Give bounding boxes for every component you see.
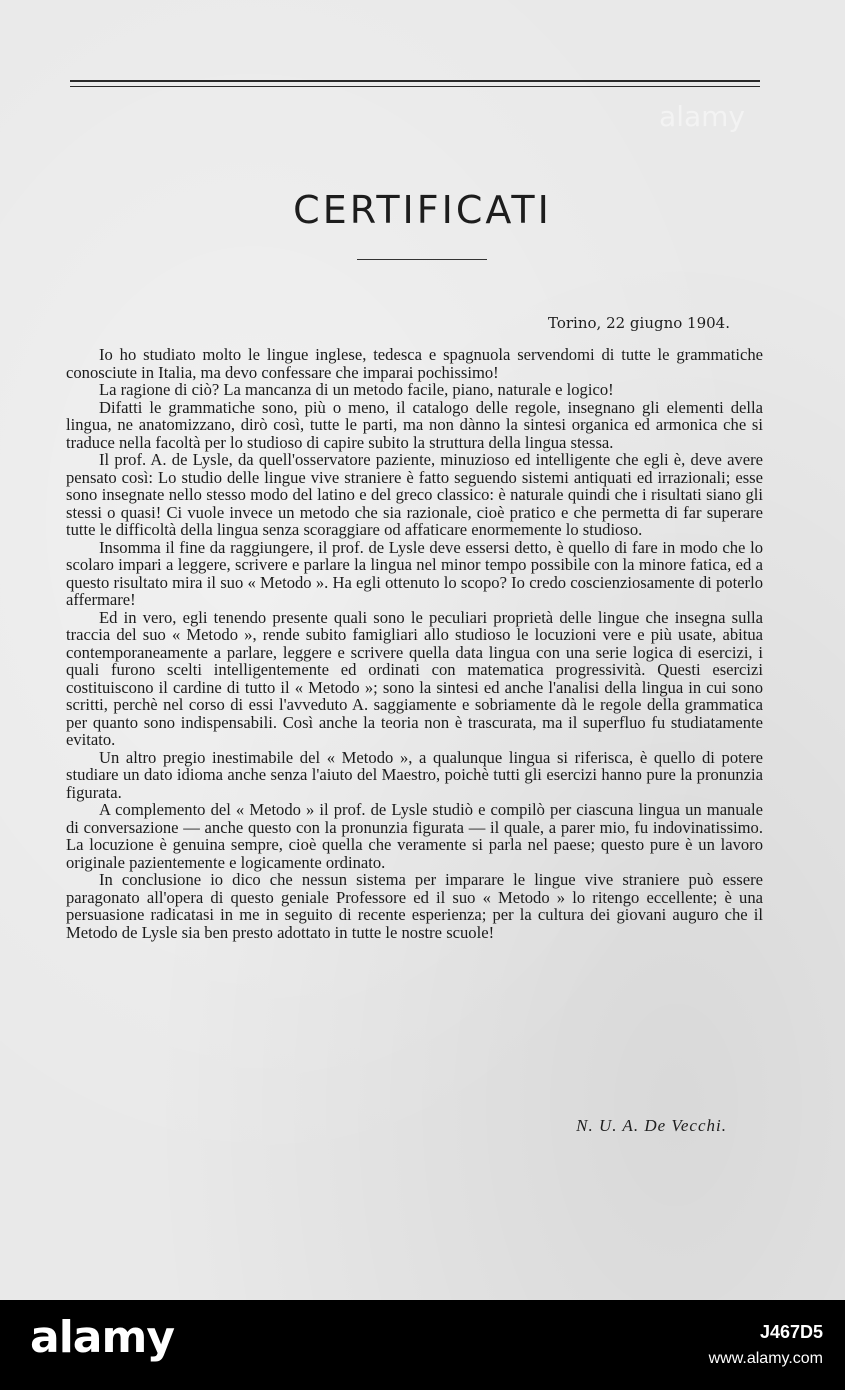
site-url: www.alamy.com	[708, 1350, 823, 1367]
date-line: Torino, 22 giugno 1904.	[548, 314, 730, 332]
paragraph: Un altro pregio inestimabile del « Metodo », a qualunque lingua si riferisca, è quello di potere studiare un dato idioma anche senza l'aiuto del Maestro, poichè tutti gli esercizi hanno pure la pronunzia figurata.	[66, 747, 763, 802]
alamy-logo: alamy	[30, 1312, 174, 1363]
page-title: CERTIFICATI	[293, 188, 552, 232]
paragraph: La ragione di ciò? La mancanza di un metodo facile, piano, naturale e logico!	[99, 380, 614, 399]
paragraph: A complemento del « Metodo » il prof. de Lysle studiò e compilò per ciascuna lingua un manuale di conversazione — anche questo con la pronunzia figurata — il quale, a parer mio, fu indovinatissimo. La locuzione è genuina sempre, cioè quella che veramente si parla nel paese; questo pure è un lavoro originale pazientemente e logicamente ordinato.	[66, 800, 763, 872]
paragraph: In conclusione io dico che nessun sistema per imparare le lingue vive straniere può essere paragonato all'opera di questo geniale Professore ed il suo « Metodo » lo ritengo eccellente; è una persuasione radicatasi in me in seguito di recente esperienza; per la cultura dei giovani auguro che il Metodo de Lysle sia ben presto adottato in tutte le nostre scuole!	[66, 870, 763, 942]
paragraph: Ed in vero, egli tenendo presente quali sono le peculiari proprietà delle lingue che insegna sulla traccia del suo « Metodo », rende subito famigliari allo studioso le locuzioni vere e più usate, abitua contemporaneamente a parlare, leggere e scrivere quella data lingua con una serie logica di esercizi, i quali furono scelti intelligentemente ed ordinati con matematica progressività. Questi esercizi costituiscono il cardine di tutto il « Metodo »; sono la sintesi ed anche l'analisi della lingua in cui sono scritti, perchè nel corso di essi l'avveduto A. saggiamente e sobriamente dà le regole della grammatica per quanto sono indispensabili. Così anche la teoria non è trascurata, ma il superfluo fu studiatamente evitato.	[66, 607, 763, 749]
paragraph: Insomma il fine da raggiungere, il prof. de Lysle deve essersi detto, è quello di fare in modo che lo scolaro impari a leggere, scrivere e parlare la lingua nel minor tempo possibile con la minore fatica, ed a questo risultato mira il suo « Metodo ». Ha egli ottenuto lo scopo? Io credo coscienziosamente di poterlo affermare!	[66, 537, 763, 609]
top-rule-thin	[70, 86, 760, 87]
top-rule	[70, 80, 760, 82]
paragraph: Il prof. A. de Lysle, da quell'osservatore paziente, minuzioso ed intelligente che egli è, deve avere pensato così: Lo studio delle lingue vive straniere è fatto seguendo sistemi antiquati ed irrazionali; esse sono insegnate nello stesso modo del latino e del greco classico: è naturale quindi che i risultati siano gli stessi o quasi! Ci vuole invece un metodo che sia razionale, cioè pratico e che permetta di far superare tutte le difficoltà della lingua senza scoraggiare od affaticare enormemente lo studioso.	[66, 450, 763, 539]
letter-body	[66, 346, 763, 941]
signature: N. U. A. De Vecchi.	[576, 1116, 727, 1135]
paragraph: Difatti le grammatiche sono, più o meno, il catalogo delle regole, insegnano gli elementi della lingua, ne anatomizzano, dirò così, tutte le parti, ma non dànno la sintesi organica ed armonica che si traduce nella facoltà per lo studioso di capire subito la struttura della lingua stessa.	[66, 397, 763, 452]
title-underline	[357, 259, 487, 260]
paragraph: Io ho studiato molto le lingue inglese, tedesca e spagnuola servendomi di tutte le grammatiche conosciute in Italia, ma devo confessare che imparai pochissimo!	[66, 345, 763, 382]
image-code: J467D5	[759, 1322, 823, 1342]
watermark-brand-overlay: alamy	[659, 100, 745, 133]
